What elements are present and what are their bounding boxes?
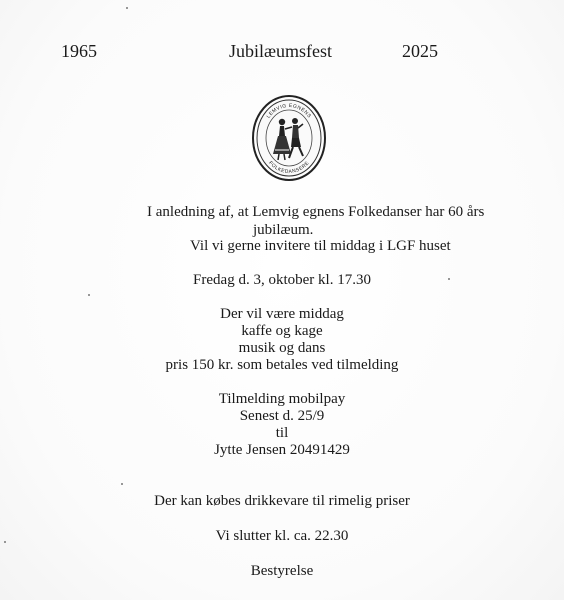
contact-line: Jytte Jensen 20491429 xyxy=(214,442,350,458)
end-year: 2025 xyxy=(402,41,438,61)
intro-line-2: jubilæum. xyxy=(253,222,314,238)
drinks-line: Der kan købes drikkevare til rimelig priser xyxy=(154,493,410,509)
price-line: pris 150 kr. som betales ved tilmelding xyxy=(165,357,399,373)
program-item: musik og dans xyxy=(238,340,326,356)
scan-speck xyxy=(4,541,6,543)
folk-dance-couple-seal-icon xyxy=(251,94,327,182)
end-time-line: Vi slutter kl. ca. 22.30 xyxy=(215,528,349,544)
registration-line: Tilmelding mobilpay xyxy=(218,391,346,407)
event-date: Fredag d. 3, oktober kl. 17.30 xyxy=(193,272,371,288)
page-title: Jubilæumsfest xyxy=(229,41,333,61)
logo-bottom-text: FOLKEDANSERE xyxy=(267,160,311,176)
logo-top-text: LEMVIG EGNENS xyxy=(265,102,313,120)
scan-speck xyxy=(126,7,128,9)
intro-line-3: Vil vi gerne invitere til middag i LGF huset xyxy=(190,238,451,254)
registration-to: til xyxy=(275,425,289,441)
scan-speck xyxy=(448,278,450,280)
scan-speck xyxy=(121,483,123,485)
program-item: kaffe og kage xyxy=(241,323,323,339)
program-item: Der vil være middag xyxy=(220,306,344,322)
intro-line-1: I anledning af, at Lemvig egnens Folkedanser har 60 års xyxy=(147,204,485,220)
scan-speck xyxy=(88,294,90,296)
signature: Bestyrelse xyxy=(250,563,314,579)
deadline-line: Senest d. 25/9 xyxy=(239,408,325,424)
start-year: 1965 xyxy=(61,41,97,61)
